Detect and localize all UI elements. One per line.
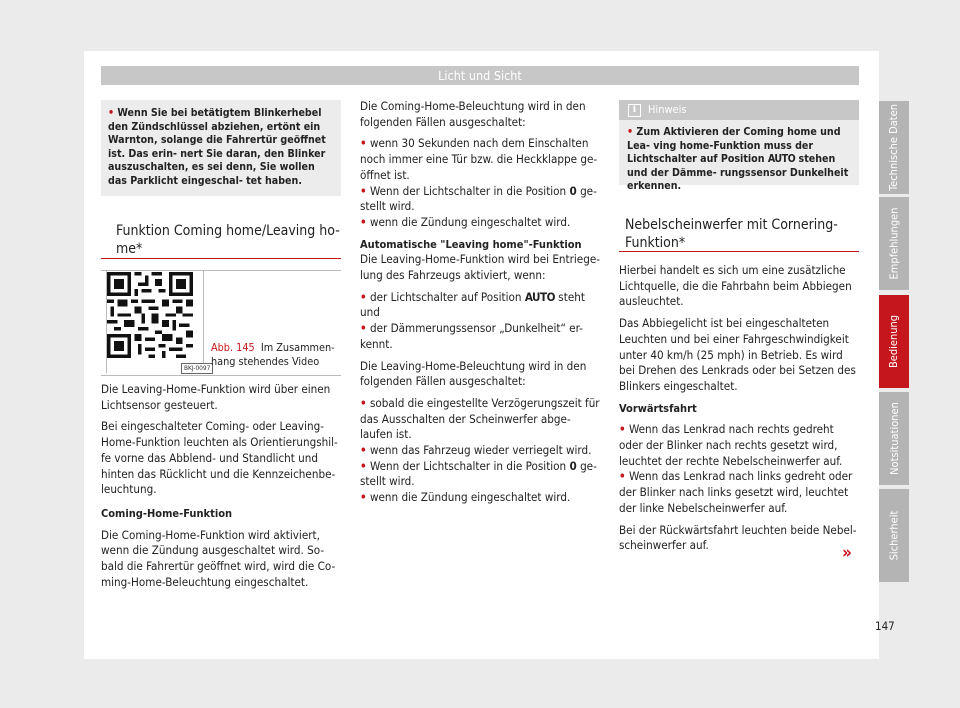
bullet-icon: • — [360, 136, 367, 151]
paragraph: Bei eingeschalteter Coming- oder Leaving- Home-Funktion leuchten als Orientierungshil- fe vorne das Abblend- und Standlicht und hinten das Rücklicht und die Kennzeichenbe- leuchtung. — [101, 419, 338, 497]
tab-notsituationen[interactable] — [879, 392, 909, 485]
list-item-text: der Dämmerungssensor „Dunkelheit“ er- kennt. — [360, 321, 583, 351]
middle-text — [360, 99, 603, 506]
bullet-icon: • — [627, 126, 634, 138]
list-item-text: ge- stellt wird. — [360, 458, 597, 489]
right-text — [619, 263, 859, 560]
bullet-icon: • — [619, 469, 626, 484]
section-rule — [619, 251, 859, 252]
page-number: 147 — [875, 619, 895, 633]
bullet-icon: • — [360, 395, 367, 410]
info-icon: i — [628, 104, 641, 117]
warning-text: Wenn Sie bei betätigtem Blinkerhebel den Zündschlüssel abziehen, ertönt ein Warnton, solange die Fahrertür geöffnet ist. Das erin- nert Sie daran, den Blinker auszuschalten, es sei denn, Sie wollen das Parklicht eingeschal- tet haben. — [108, 107, 326, 187]
subheading: Vorwärtsfahrt — [619, 401, 697, 415]
bullet-icon: • — [360, 443, 367, 458]
tab-label: Bedienung — [887, 314, 901, 369]
paragraph: Die Leaving-Home-Funktion wird bei Entriege- lung des Fahrzeugs aktiviert, wenn: — [360, 252, 601, 283]
tab-label: Empfehlungen — [887, 207, 901, 280]
figure-caption-b: hang stehendes Video — [211, 355, 320, 368]
paragraph: Bei der Rückwärtsfahrt leuchten beide Nebel- scheinwerfer auf. — [619, 522, 857, 553]
tab-label: Notsituationen — [887, 402, 901, 475]
list-item — [360, 321, 603, 352]
list-item — [619, 469, 859, 516]
list-item-text: Wenn das Lenkrad nach rechts gedreht oder der Blinker nach rechts gesetzt wird, leuchtet der rechte Nebelscheinwerfer auf. — [619, 422, 843, 468]
qr-code[interactable] — [107, 272, 193, 358]
list-item — [360, 443, 603, 459]
section-title-line: Funktion Coming home/Leaving ho- — [116, 223, 340, 239]
list-item — [360, 490, 603, 506]
hint-title: Hinweis — [648, 103, 687, 116]
figure-caption — [211, 341, 341, 369]
section-title-line: me* — [116, 241, 143, 257]
list-item — [360, 459, 603, 490]
tab-label: Technische Daten — [887, 103, 901, 192]
list-item — [619, 422, 859, 469]
figure-code: BKJ-0097 — [181, 363, 213, 374]
list-item — [360, 396, 603, 443]
paragraph: Die Coming-Home-Beleuchtung wird in den folgenden Fällen ausgeschaltet: — [360, 99, 586, 129]
hint-text-b: stehen und der Dämme- rungssensor Dunkelheit erkennen. — [627, 153, 849, 193]
list-item-text: wenn 30 Sekunden nach dem Einschalten noch immer eine Tür bzw. die Heckklappe ge- öffnet ist. — [360, 136, 598, 182]
paragraph: Hierbei handelt es sich um eine zusätzliche Lichtquelle, die die Fahrbahn beim Abbiegen ausleuchtet. — [619, 263, 852, 309]
bullet-icon: • — [360, 214, 367, 229]
bullet-icon: • — [619, 422, 626, 437]
auto-symbol: AUTO — [767, 153, 796, 166]
section-title-fog-lights — [625, 216, 859, 252]
switch-position-symbol: 0 — [569, 458, 577, 473]
tab-sicherheit[interactable] — [879, 489, 909, 582]
hint-box — [619, 100, 859, 193]
list-item-text: wenn die Zündung eingeschaltet wird. — [369, 490, 571, 505]
list-item-text: der Lichtschalter auf Position — [369, 289, 522, 304]
hint-text — [627, 126, 853, 194]
page-header: Licht und Sicht — [101, 66, 859, 85]
warning-box — [101, 100, 341, 196]
bullet-icon: • — [360, 321, 367, 336]
paragraph: Die Coming-Home-Funktion wird aktiviert, wenn die Zündung ausgeschaltet wird. So- bald die Fahrertür geöffnet wird, wird die Co- ming-Home-Beleuchtung eingeschaltet. — [101, 527, 336, 589]
bullet-icon: • — [360, 183, 367, 198]
section-title-line: Funktion* — [625, 235, 686, 251]
continue-arrow-icon: » — [842, 543, 852, 563]
section-rule — [101, 258, 341, 259]
list-item-text: Wenn der Lichtschalter in die Position — [369, 458, 567, 473]
tab-empfehlungen[interactable] — [879, 197, 909, 290]
list-item-text: wenn das Fahrzeug wieder verriegelt wird. — [369, 443, 592, 458]
bullet-icon: • — [360, 458, 367, 473]
hint-header — [619, 100, 859, 120]
left-text — [101, 382, 341, 596]
paragraph: Die Leaving-Home-Funktion wird über einen Lichtsensor gesteuert. — [101, 382, 331, 412]
list-item — [360, 136, 603, 183]
tab-technische-daten[interactable] — [879, 101, 909, 194]
list-item — [360, 184, 603, 215]
list-item-text: steht und — [360, 289, 585, 320]
bullet-icon: • — [360, 490, 367, 505]
list-item-text: ge- stellt wird. — [360, 183, 597, 214]
bullet-icon: • — [108, 107, 115, 119]
auto-symbol: AUTO — [524, 289, 555, 304]
section-title-line: Nebelscheinwerfer mit Cornering- — [625, 217, 838, 233]
figure-caption-a: Im Zusammen- — [260, 341, 335, 354]
list-item — [360, 290, 603, 321]
figure-label: Abb. 145 — [211, 341, 255, 354]
list-item-text: sobald die eingestellte Verzögerungszeit für das Ausschalten der Scheinwerfer abge- laufen ist. — [360, 395, 600, 442]
section-title-coming-home — [116, 222, 341, 258]
bullet-icon: • — [360, 289, 367, 304]
paragraph: Das Abbiegelicht ist bei eingeschalteten Leuchten und bei einer Fahrgeschwindigkeit unter 40 km/h (25 mph) in Betrieb. Es wird bei Drehen des Lenkrads oder bei Setzen des Blinkers eingeschaltet. — [619, 316, 856, 393]
paragraph: Die Leaving-Home-Beleuchtung wird in den folgenden Fällen ausgeschaltet: — [360, 358, 587, 389]
hint-text-a: Zum Aktivieren der Coming home und Lea- ving home-Funktion muss der Lichtschalter auf Position — [627, 126, 841, 166]
subheading: Automatische "Leaving home"-Funktion — [360, 237, 582, 251]
tab-bedienung[interactable] — [879, 295, 909, 388]
list-item-text: Wenn der Lichtschalter in die Position — [369, 183, 567, 198]
subheading: Coming-Home-Funktion — [101, 506, 233, 520]
list-item-text: Wenn das Lenkrad nach links gedreht oder der Blinker nach links gesetzt wird, leuchtet der linke Nebelscheinwerfer auf. — [619, 469, 853, 515]
list-item-text: wenn die Zündung eingeschaltet wird. — [369, 214, 571, 229]
switch-position-symbol: 0 — [569, 183, 577, 198]
tab-label: Sicherheit — [887, 510, 901, 561]
list-item — [360, 215, 603, 231]
